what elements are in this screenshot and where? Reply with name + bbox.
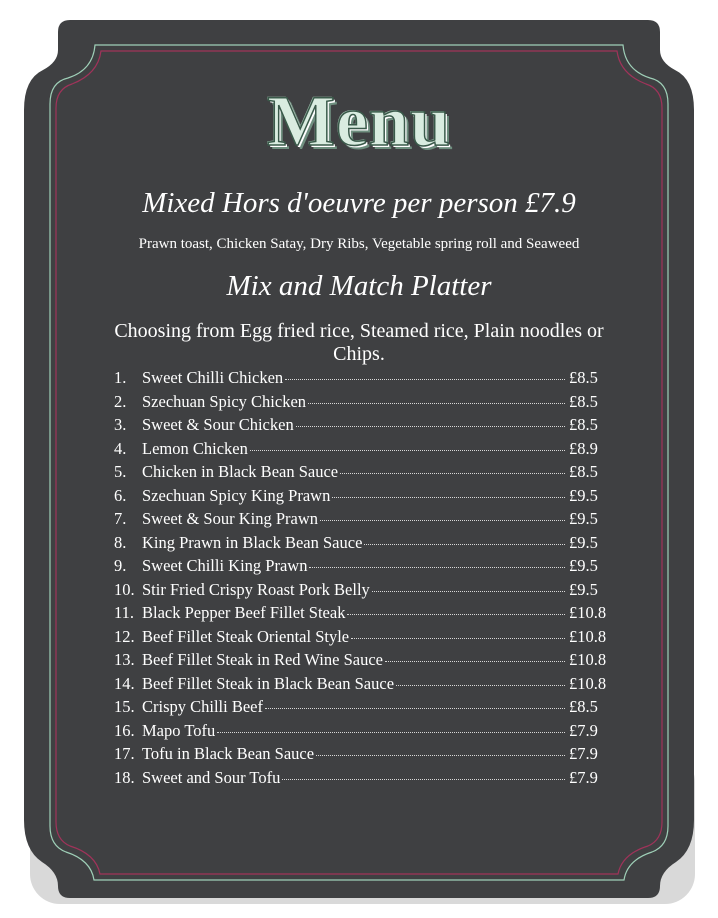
menu-item-line xyxy=(114,533,567,553)
menu-item-line xyxy=(114,392,567,412)
menu-item-price: £8.5 xyxy=(569,415,598,434)
menu-title: Menu xyxy=(267,81,451,161)
menu-item xyxy=(114,415,614,439)
hors-doeuvre-heading: Mixed Hors d'oeuvre per person £7.9 xyxy=(142,187,576,219)
menu-item-line xyxy=(114,415,567,435)
menu-item-name: King Prawn in Black Bean Sauce xyxy=(142,532,363,552)
menu-item-number: 16. xyxy=(114,720,135,740)
menu-item-number: 15. xyxy=(114,697,135,716)
menu-item-name: Sweet Chilli Chicken xyxy=(142,368,284,387)
menu-item-line xyxy=(114,744,567,764)
menu-item-price: £10.8 xyxy=(569,603,607,622)
dot-leader xyxy=(320,520,565,521)
menu-item-price: £10.8 xyxy=(569,626,607,646)
dot-leader xyxy=(351,638,565,639)
dot-leader xyxy=(364,544,565,545)
menu-item-number: 18. xyxy=(114,767,135,787)
menu-item-line xyxy=(114,603,567,623)
menu-item-name: Stir Fried Crispy Roast Pork Belly xyxy=(142,579,370,599)
dot-leader xyxy=(347,614,565,615)
menu-item-line xyxy=(114,509,567,529)
menu-item xyxy=(114,697,614,721)
menu-item-number: 4. xyxy=(114,438,127,458)
menu-item-number: 11. xyxy=(114,603,135,622)
menu-item-line xyxy=(114,721,567,741)
menu-item xyxy=(114,392,614,416)
menu-item-price: £7.9 xyxy=(569,744,598,763)
menu-item-price: £8.5 xyxy=(569,462,598,481)
menu-item-line xyxy=(114,697,567,717)
menu-item-number: 10. xyxy=(114,579,135,599)
menu-item-list xyxy=(114,368,614,791)
menu-item-name: Beef Fillet Steak in Red Wine Sauce xyxy=(142,650,383,669)
dot-leader xyxy=(309,567,565,568)
menu-item-name: Lemon Chicken xyxy=(142,438,248,458)
menu-item xyxy=(114,744,614,768)
menu-item-price: £7.9 xyxy=(569,767,598,787)
menu-item-line xyxy=(114,439,567,459)
menu-item-name: Chicken in Black Bean Sauce xyxy=(142,462,339,481)
menu-item-line xyxy=(114,650,567,670)
menu-item xyxy=(114,721,614,745)
menu-item-price: £8.5 xyxy=(569,697,598,716)
dot-leader xyxy=(217,732,565,733)
platter-heading: Mix and Match Platter xyxy=(226,270,492,302)
menu-item xyxy=(114,650,614,674)
menu-item-line xyxy=(114,462,567,482)
menu-item-price: £8.5 xyxy=(569,391,598,411)
dot-leader xyxy=(285,379,565,380)
menu-item-price: £7.9 xyxy=(569,720,598,740)
dot-leader xyxy=(372,591,565,592)
menu-item-price: £10.8 xyxy=(569,650,607,669)
menu-item-name: Crispy Chilli Beef xyxy=(142,697,263,716)
menu-item-number: 9. xyxy=(114,556,127,575)
menu-item xyxy=(114,462,614,486)
menu-item-line xyxy=(114,580,567,600)
menu-item-name: Black Pepper Beef Fillet Steak xyxy=(142,603,346,622)
platter-choice-text: Choosing from Egg fried rice, Steamed rice, Plain noodles or Chips. xyxy=(114,320,604,365)
menu-item-name: Sweet Chilli King Prawn xyxy=(142,556,308,575)
menu-item xyxy=(114,556,614,580)
dot-leader xyxy=(316,755,565,756)
menu-item xyxy=(114,509,614,533)
menu-item xyxy=(114,533,614,557)
dot-leader xyxy=(332,497,565,498)
menu-item-price: £10.8 xyxy=(569,673,607,693)
menu-item-name: Sweet and Sour Tofu xyxy=(142,767,281,787)
menu-item-line xyxy=(114,556,567,576)
menu-item-number: 2. xyxy=(114,391,127,411)
menu-item xyxy=(114,768,614,792)
menu-item-number: 1. xyxy=(114,368,127,387)
menu-item-number: 17. xyxy=(114,744,135,763)
hors-doeuvre-description: Prawn toast, Chicken Satay, Dry Ribs, Vegetable spring roll and Seaweed xyxy=(138,236,580,252)
menu-item xyxy=(114,439,614,463)
menu-item xyxy=(114,368,614,392)
menu-item-line xyxy=(114,368,567,388)
menu-item-name: Sweet & Sour King Prawn xyxy=(142,509,318,528)
menu-item-number: 6. xyxy=(114,485,127,505)
dot-leader xyxy=(265,708,565,709)
dot-leader xyxy=(250,450,565,451)
dot-leader xyxy=(385,661,565,662)
menu-item-price: £8.5 xyxy=(569,368,598,387)
menu-item-line xyxy=(114,768,567,788)
dot-leader xyxy=(396,685,565,686)
menu-item xyxy=(114,674,614,698)
menu-item-name: Beef Fillet Steak Oriental Style xyxy=(142,626,350,646)
menu-item-price: £9.5 xyxy=(569,532,598,552)
menu-item-name: Beef Fillet Steak in Black Bean Sauce xyxy=(142,673,395,693)
menu-item xyxy=(114,580,614,604)
menu-item xyxy=(114,603,614,627)
menu-item-name: Szechuan Spicy Chicken xyxy=(142,391,307,411)
menu-item-price: £9.5 xyxy=(569,556,598,575)
menu-item-name: Szechuan Spicy King Prawn xyxy=(142,485,331,505)
menu-item-number: 5. xyxy=(114,462,127,481)
menu-item-price: £9.5 xyxy=(569,509,598,528)
menu-item-name: Sweet & Sour Chicken xyxy=(142,415,294,434)
menu-item-price: £9.5 xyxy=(569,579,598,599)
menu-item xyxy=(114,486,614,510)
menu-item-price: £9.5 xyxy=(569,485,598,505)
menu-item-number: 12. xyxy=(114,626,135,646)
menu-item-name: Tofu in Black Bean Sauce xyxy=(142,744,315,763)
dot-leader xyxy=(340,473,565,474)
menu-item-line xyxy=(114,627,567,647)
menu-item-number: 13. xyxy=(114,650,135,669)
menu-item-name: Mapo Tofu xyxy=(142,720,216,740)
menu-item-number: 14. xyxy=(114,673,135,693)
dot-leader xyxy=(282,779,565,780)
menu-item xyxy=(114,627,614,651)
menu-item-number: 7. xyxy=(114,509,127,528)
dot-leader xyxy=(308,403,565,404)
dot-leader xyxy=(296,426,565,427)
menu-item-number: 3. xyxy=(114,415,127,434)
menu-item-price: £8.9 xyxy=(569,438,598,458)
menu-item-number: 8. xyxy=(114,532,127,552)
menu-item-line xyxy=(114,674,567,694)
menu-item-line xyxy=(114,486,567,506)
